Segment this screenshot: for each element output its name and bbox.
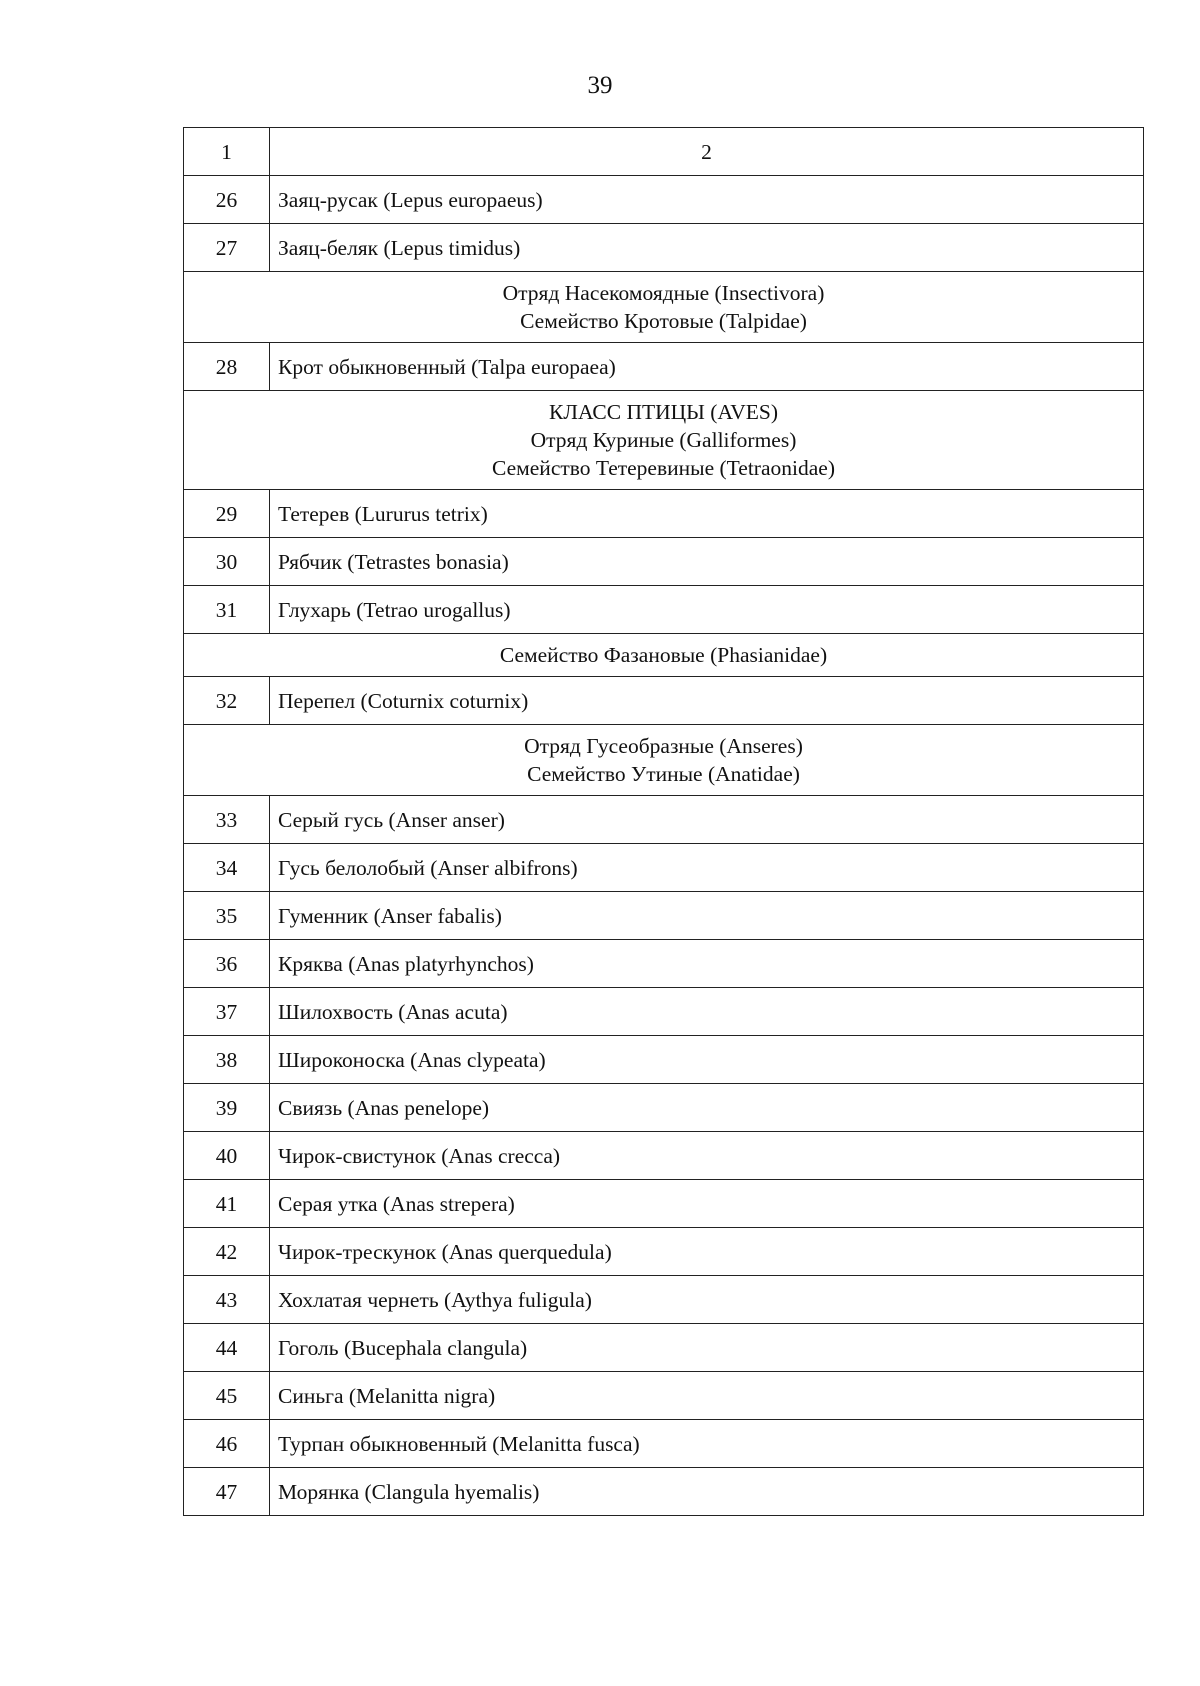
table-row — [184, 1228, 1144, 1276]
table-row — [184, 586, 1144, 634]
species-name: Серый гусь (Anser anser) — [270, 796, 1144, 844]
group-heading — [184, 725, 1144, 796]
table-row — [184, 1372, 1144, 1420]
row-number: 44 — [184, 1324, 270, 1372]
table-row — [184, 796, 1144, 844]
table-row — [184, 1084, 1144, 1132]
group-heading-line: Семейство Утиные (Anatidae) — [527, 762, 800, 786]
species-name: Тетерев (Lururus tetrix) — [270, 490, 1144, 538]
table-row — [184, 490, 1144, 538]
species-name: Гоголь (Bucephala clangula) — [270, 1324, 1144, 1372]
table-row — [184, 940, 1144, 988]
row-number: 28 — [184, 343, 270, 391]
table-row — [184, 1324, 1144, 1372]
table-row — [184, 1468, 1144, 1516]
group-heading-row — [184, 725, 1144, 796]
row-number: 40 — [184, 1132, 270, 1180]
table-row — [184, 844, 1144, 892]
table-row — [184, 1132, 1144, 1180]
row-number: 45 — [184, 1372, 270, 1420]
row-number: 34 — [184, 844, 270, 892]
row-number: 26 — [184, 176, 270, 224]
table-row — [184, 1180, 1144, 1228]
row-number: 32 — [184, 677, 270, 725]
row-number: 33 — [184, 796, 270, 844]
row-number: 27 — [184, 224, 270, 272]
group-heading — [184, 272, 1144, 343]
species-name: Крот обыкновенный (Talpa europaea) — [270, 343, 1144, 391]
species-name: Турпан обыкновенный (Melanitta fusca) — [270, 1420, 1144, 1468]
group-heading-line: Отряд Насекомоядные (Insectivora) — [502, 281, 825, 305]
species-name: Чирок-трескунок (Anas querquedula) — [270, 1228, 1144, 1276]
row-number: 41 — [184, 1180, 270, 1228]
row-number: 35 — [184, 892, 270, 940]
species-name: Заяц-беляк (Lepus timidus) — [270, 224, 1144, 272]
group-heading-line: Отряд Куриные (Galliformes) — [530, 428, 797, 452]
row-number: 39 — [184, 1084, 270, 1132]
table-row — [184, 224, 1144, 272]
group-heading-row — [184, 391, 1144, 490]
row-number: 43 — [184, 1276, 270, 1324]
species-name: Свиязь (Anas penelope) — [270, 1084, 1144, 1132]
page-number: 39 — [587, 72, 613, 99]
row-number: 46 — [184, 1420, 270, 1468]
species-name: Заяц-русак (Lepus europaeus) — [270, 176, 1144, 224]
row-number: 38 — [184, 1036, 270, 1084]
species-name: Хохлатая чернеть (Aythya fuligula) — [270, 1276, 1144, 1324]
species-name: Рябчик (Tetrastes bonasia) — [270, 538, 1144, 586]
table-row — [184, 1420, 1144, 1468]
group-heading-line: Отряд Гусеобразные (Anseres) — [524, 734, 803, 758]
species-table — [183, 127, 1144, 1516]
species-name: Морянка (Clangula hyemalis) — [270, 1468, 1144, 1516]
table-row — [184, 988, 1144, 1036]
group-heading-line: Семейство Тетеревиные (Tetraonidae) — [492, 456, 835, 480]
group-heading-line: Семейство Фазановые (Phasianidae) — [499, 643, 828, 667]
header-row — [184, 128, 1144, 176]
table-row — [184, 677, 1144, 725]
group-heading-row — [184, 272, 1144, 343]
row-number: 31 — [184, 586, 270, 634]
species-name: Чирок-свистунок (Anas crecca) — [270, 1132, 1144, 1180]
header-col-number: 1 — [184, 128, 270, 176]
species-name: Перепел (Coturnix coturnix) — [270, 677, 1144, 725]
species-name: Глухарь (Tetrao urogallus) — [270, 586, 1144, 634]
table-row — [184, 1276, 1144, 1324]
table-row — [184, 176, 1144, 224]
table-row — [184, 343, 1144, 391]
species-name: Серая утка (Anas strepera) — [270, 1180, 1144, 1228]
header-col-name: 2 — [270, 128, 1144, 176]
species-name: Кряква (Anas platyrhynchos) — [270, 940, 1144, 988]
table-body — [184, 128, 1144, 1516]
group-heading-line: КЛАСС ПТИЦЫ (AVES) — [549, 400, 778, 424]
table-row — [184, 538, 1144, 586]
species-name: Шилохвость (Anas acuta) — [270, 988, 1144, 1036]
group-heading-line: Семейство Кротовые (Talpidae) — [520, 309, 807, 333]
row-number: 36 — [184, 940, 270, 988]
table-row — [184, 1036, 1144, 1084]
row-number: 42 — [184, 1228, 270, 1276]
species-name: Широконоска (Anas clypeata) — [270, 1036, 1144, 1084]
group-heading-row — [184, 634, 1144, 677]
species-name: Синьга (Melanitta nigra) — [270, 1372, 1144, 1420]
group-heading — [184, 634, 1144, 677]
row-number: 29 — [184, 490, 270, 538]
row-number: 47 — [184, 1468, 270, 1516]
species-name: Гусь белолобый (Anser albifrons) — [270, 844, 1144, 892]
species-name: Гуменник (Anser fabalis) — [270, 892, 1144, 940]
group-heading — [184, 391, 1144, 490]
table-row — [184, 892, 1144, 940]
row-number: 37 — [184, 988, 270, 1036]
row-number: 30 — [184, 538, 270, 586]
